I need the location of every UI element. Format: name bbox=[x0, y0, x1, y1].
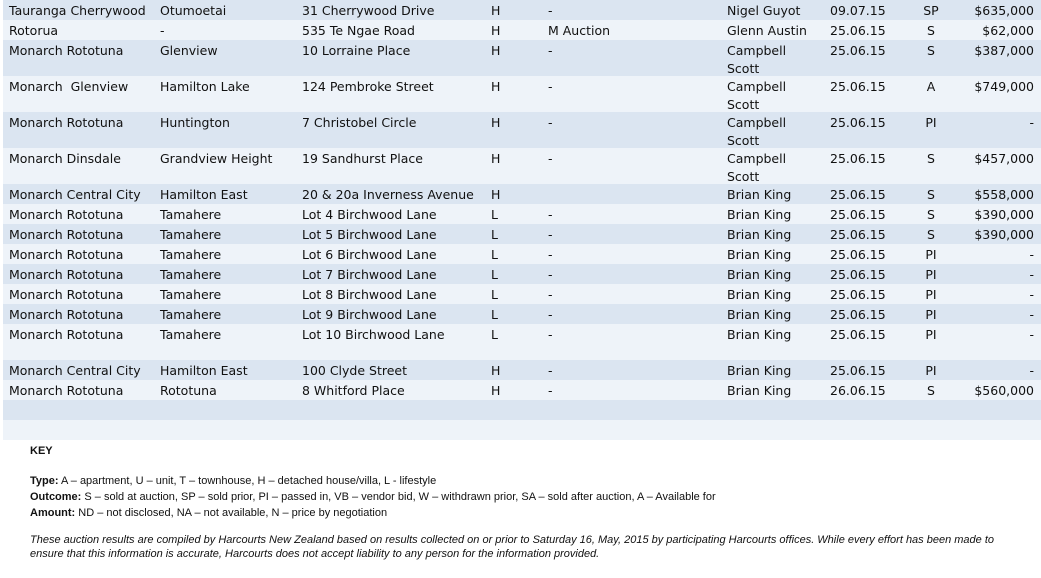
date-cell: 25.06.15 bbox=[830, 227, 886, 242]
agent-cell: Brian King bbox=[727, 187, 792, 202]
office-cell: Monarch Rototuna bbox=[9, 207, 124, 222]
outcome-cell: S bbox=[927, 227, 935, 242]
date-cell: 25.06.15 bbox=[830, 363, 886, 378]
key-type-label: Type: bbox=[30, 475, 59, 487]
type-cell: H bbox=[491, 363, 501, 378]
office-cell: Monarch Rototuna bbox=[9, 43, 124, 58]
amount-cell: - bbox=[1029, 307, 1034, 322]
suburb-cell: - bbox=[160, 23, 165, 38]
office-cell: Monarch Central City bbox=[9, 187, 141, 202]
address-cell: 10 Lorraine Place bbox=[302, 43, 411, 58]
address-cell: 19 Sandhurst Place bbox=[302, 151, 423, 166]
type-cell: L bbox=[491, 247, 498, 262]
amount-cell: $560,000 bbox=[974, 383, 1034, 398]
agent-cell: Brian King bbox=[727, 207, 792, 222]
table-row bbox=[3, 224, 1041, 244]
method-cell: M Auction bbox=[548, 23, 611, 38]
amount-cell: - bbox=[1029, 267, 1034, 282]
agent-cell: Glenn Austin bbox=[727, 23, 807, 38]
office-cell: Monarch Rototuna bbox=[9, 115, 124, 130]
key-amount-line bbox=[30, 507, 1020, 519]
method-cell: - bbox=[548, 227, 553, 242]
outcome-cell: PI bbox=[925, 363, 937, 378]
suburb-cell: Tamahere bbox=[160, 247, 222, 262]
type-cell: H bbox=[491, 79, 501, 94]
amount-cell: - bbox=[1029, 247, 1034, 262]
outcome-cell: S bbox=[927, 383, 935, 398]
agent-cell: Brian King bbox=[727, 287, 792, 302]
agent-cell: Campbell Scott bbox=[727, 115, 787, 148]
date-cell: 25.06.15 bbox=[830, 43, 886, 58]
method-cell: - bbox=[548, 267, 553, 282]
disclaimer: These auction results are compiled by Harcourts New Zealand based on results collected on or prior to Saturday 16, May, 2015 by participating Harcourts offices. While every effort has been made to ensure that this information is accurate, Harcourts does not accept liability to any person for the information provided. bbox=[30, 534, 995, 560]
table-row bbox=[3, 324, 1041, 360]
suburb-cell: Tamahere bbox=[160, 287, 222, 302]
method-cell: - bbox=[548, 307, 553, 322]
outcome-cell: S bbox=[927, 151, 935, 166]
suburb-cell: Hamilton East bbox=[160, 363, 248, 378]
address-cell: 7 Christobel Circle bbox=[302, 115, 417, 130]
office-cell: Rotorua bbox=[9, 23, 59, 38]
outcome-cell: A bbox=[926, 79, 936, 94]
address-cell: 535 Te Ngae Road bbox=[302, 23, 415, 38]
type-cell: H bbox=[491, 151, 501, 166]
date-cell: 25.06.15 bbox=[830, 327, 886, 342]
table-row bbox=[3, 204, 1041, 224]
outcome-cell: PI bbox=[925, 115, 937, 130]
type-cell: L bbox=[491, 207, 498, 222]
amount-cell: $558,000 bbox=[974, 187, 1034, 202]
agent-cell: Campbell Scott bbox=[727, 43, 787, 76]
address-cell: Lot 7 Birchwood Lane bbox=[302, 267, 437, 282]
date-cell: 25.06.15 bbox=[830, 79, 886, 94]
amount-cell: - bbox=[1029, 115, 1034, 130]
outcome-cell: S bbox=[927, 23, 935, 38]
type-cell: L bbox=[491, 327, 498, 342]
suburb-cell: Hamilton East bbox=[160, 187, 248, 202]
table-row bbox=[3, 0, 1041, 20]
key-outcome-label: Outcome: bbox=[30, 491, 82, 503]
table-row bbox=[3, 112, 1041, 148]
office-cell: Monarch Rototuna bbox=[9, 307, 124, 322]
method-cell: - bbox=[548, 287, 553, 302]
amount-cell: $749,000 bbox=[974, 79, 1034, 94]
outcome-cell: S bbox=[927, 43, 935, 58]
date-cell: 25.06.15 bbox=[830, 267, 886, 282]
method-cell: - bbox=[548, 151, 553, 166]
address-cell: Lot 4 Birchwood Lane bbox=[302, 207, 437, 222]
office-cell: Monarch Rototuna bbox=[9, 287, 124, 302]
agent-cell: Brian King bbox=[727, 327, 792, 342]
address-cell: 8 Whitford Place bbox=[302, 383, 405, 398]
suburb-cell: Hamilton Lake bbox=[160, 79, 250, 94]
agent-cell: Brian King bbox=[727, 247, 792, 262]
date-cell: 25.06.15 bbox=[830, 23, 886, 38]
type-cell: L bbox=[491, 287, 498, 302]
outcome-cell: PI bbox=[925, 307, 937, 322]
amount-cell: $457,000 bbox=[974, 151, 1034, 166]
outcome-cell: PI bbox=[925, 287, 937, 302]
agent-cell: Campbell Scott bbox=[727, 151, 787, 184]
type-cell: L bbox=[491, 227, 498, 242]
outcome-cell: PI bbox=[925, 267, 937, 282]
key-amount-label: Amount: bbox=[30, 507, 76, 519]
type-cell: L bbox=[491, 307, 498, 322]
table-row bbox=[3, 264, 1041, 284]
type-cell: H bbox=[491, 383, 501, 398]
type-cell: H bbox=[491, 187, 501, 202]
address-cell: 124 Pembroke Street bbox=[302, 79, 434, 94]
table-row bbox=[3, 76, 1041, 112]
method-cell: - bbox=[548, 3, 553, 18]
suburb-cell: Tamahere bbox=[160, 227, 222, 242]
method-cell: - bbox=[548, 383, 553, 398]
agent-cell: Nigel Guyot bbox=[727, 3, 801, 18]
amount-cell: $635,000 bbox=[974, 3, 1034, 18]
method-cell: - bbox=[548, 79, 553, 94]
amount-cell: - bbox=[1029, 287, 1034, 302]
table-row-empty bbox=[3, 420, 1041, 440]
outcome-cell: S bbox=[927, 187, 935, 202]
outcome-cell: PI bbox=[925, 327, 937, 342]
table-row bbox=[3, 40, 1041, 76]
agent-cell: Brian King bbox=[727, 383, 792, 398]
agent-cell: Brian King bbox=[727, 227, 792, 242]
office-cell: Monarch Dinsdale bbox=[9, 151, 121, 166]
agent-cell: Brian King bbox=[727, 267, 792, 282]
office-cell: Monarch Rototuna bbox=[9, 227, 124, 242]
method-cell: - bbox=[548, 327, 553, 342]
office-cell: Monarch Central City bbox=[9, 363, 141, 378]
table-row bbox=[3, 284, 1041, 304]
office-cell: Monarch Rototuna bbox=[9, 383, 124, 398]
suburb-cell: Grandview Height bbox=[160, 151, 273, 166]
method-cell: - bbox=[548, 207, 553, 222]
agent-cell: Brian King bbox=[727, 307, 792, 322]
outcome-cell: PI bbox=[925, 247, 937, 262]
address-cell: Lot 9 Birchwood Lane bbox=[302, 307, 437, 322]
key-title: KEY bbox=[30, 445, 53, 457]
date-cell: 25.06.15 bbox=[830, 115, 886, 130]
date-cell: 25.06.15 bbox=[830, 247, 886, 262]
key-legend bbox=[30, 445, 1020, 561]
address-cell: Lot 8 Birchwood Lane bbox=[302, 287, 437, 302]
type-cell: H bbox=[491, 3, 501, 18]
suburb-cell: Tamahere bbox=[160, 327, 222, 342]
office-cell: Monarch Rototuna bbox=[9, 247, 124, 262]
suburb-cell: Tamahere bbox=[160, 267, 222, 282]
method-cell: - bbox=[548, 247, 553, 262]
key-amount-text: ND – not disclosed, NA – not available, N – price by negotiation bbox=[78, 507, 388, 519]
suburb-cell: Tamahere bbox=[160, 207, 222, 222]
suburb-cell: Glenview bbox=[160, 43, 218, 58]
address-cell: 20 & 20a Inverness Avenue bbox=[302, 187, 474, 202]
amount-cell: $387,000 bbox=[974, 43, 1034, 58]
amount-cell: - bbox=[1029, 363, 1034, 378]
table-row bbox=[3, 20, 1041, 40]
table-row-empty bbox=[3, 400, 1041, 420]
auction-results-table bbox=[3, 0, 1041, 440]
agent-cell: Brian King bbox=[727, 363, 792, 378]
date-cell: 25.06.15 bbox=[830, 307, 886, 322]
amount-cell: $390,000 bbox=[974, 207, 1034, 222]
outcome-cell: S bbox=[927, 207, 935, 222]
method-cell: - bbox=[548, 43, 553, 58]
address-cell: Lot 5 Birchwood Lane bbox=[302, 227, 437, 242]
amount-cell: $390,000 bbox=[974, 227, 1034, 242]
method-cell: - bbox=[548, 363, 553, 378]
suburb-cell: Rototuna bbox=[160, 383, 217, 398]
address-cell: 31 Cherrywood Drive bbox=[302, 3, 435, 18]
type-cell: H bbox=[491, 43, 501, 58]
address-cell: Lot 6 Birchwood Lane bbox=[302, 247, 437, 262]
key-type-text: A – apartment, U – unit, T – townhouse, H – detached house/villa, L - lifestyle bbox=[60, 475, 437, 487]
agent-cell: Campbell Scott bbox=[727, 79, 787, 112]
key-outcome-line bbox=[30, 491, 1020, 503]
date-cell: 26.06.15 bbox=[830, 383, 886, 398]
outcome-cell: SP bbox=[923, 3, 939, 18]
suburb-cell: Otumoetai bbox=[160, 3, 227, 18]
table-row bbox=[3, 380, 1041, 400]
table-row bbox=[3, 148, 1041, 184]
date-cell: 25.06.15 bbox=[830, 287, 886, 302]
method-cell: - bbox=[548, 115, 553, 130]
type-cell: H bbox=[491, 23, 501, 38]
type-cell: H bbox=[491, 115, 501, 130]
date-cell: 25.06.15 bbox=[830, 187, 886, 202]
date-cell: 25.06.15 bbox=[830, 207, 886, 222]
type-cell: L bbox=[491, 267, 498, 282]
key-type-line bbox=[30, 475, 1020, 487]
date-cell: 25.06.15 bbox=[830, 151, 886, 166]
suburb-cell: Tamahere bbox=[160, 307, 222, 322]
table-row bbox=[3, 360, 1041, 380]
suburb-cell: Huntington bbox=[160, 115, 230, 130]
table-row bbox=[3, 184, 1041, 204]
amount-cell: $62,000 bbox=[982, 23, 1034, 38]
key-outcome-text: S – sold at auction, SP – sold prior, PI – passed in, VB – vendor bid, W – withdrawn prior, SA – sold after auction, A – Available for bbox=[84, 491, 716, 503]
office-cell: Tauranga Cherrywood bbox=[9, 3, 146, 18]
table-row bbox=[3, 244, 1041, 264]
address-cell: 100 Clyde Street bbox=[302, 363, 408, 378]
office-cell: Monarch Glenview bbox=[9, 79, 129, 94]
address-cell: Lot 10 Birchwood Lane bbox=[302, 327, 445, 342]
date-cell: 09.07.15 bbox=[830, 3, 886, 18]
office-cell: Monarch Rototuna bbox=[9, 267, 124, 282]
office-cell: Monarch Rototuna bbox=[9, 327, 124, 342]
amount-cell: - bbox=[1029, 327, 1034, 342]
table-row bbox=[3, 304, 1041, 324]
